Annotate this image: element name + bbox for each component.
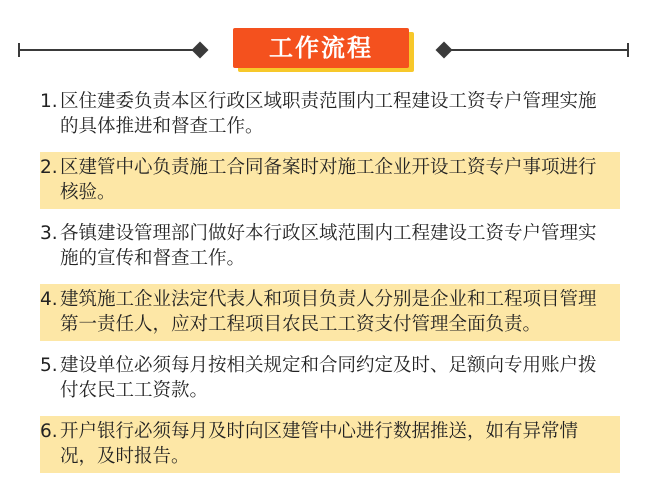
item-text: 各镇建设管理部门做好本行政区域范围内工程建设工资专户管理实施的宣传和督查工作。 — [60, 223, 597, 269]
rule-end-tick-right — [627, 43, 629, 57]
workflow-item-6 — [40, 416, 620, 473]
workflow-list — [40, 86, 620, 482]
workflow-item-5 — [40, 350, 620, 407]
section-title: 工作流程 — [233, 28, 409, 68]
item-text: 建设单位必须每月按相关规定和合同约定及时、足额向专用账户拨付农民工工资款。 — [60, 355, 597, 401]
item-number: 4. — [40, 289, 58, 310]
workflow-item-3 — [40, 218, 620, 275]
item-text: 建筑施工企业法定代表人和项目负责人分别是企业和工程项目管理第一责任人，应对工程项目农民工工资支付管理全面负责。 — [60, 289, 597, 335]
header-rule-left — [20, 49, 195, 51]
workflow-item-2 — [40, 152, 620, 209]
header-rule-right — [448, 49, 628, 51]
workflow-item-4 — [40, 284, 620, 341]
item-number: 6. — [40, 421, 58, 442]
item-number: 1. — [40, 91, 58, 112]
item-number: 5. — [40, 355, 58, 376]
title-badge — [233, 28, 415, 72]
item-text: 区建管中心负责施工合同备案时对施工企业开设工资专户事项进行核验。 — [60, 157, 597, 203]
item-number: 3. — [40, 223, 58, 244]
item-text: 区住建委负责本区行政区域职责范围内工程建设工资专户管理实施的具体推进和督查工作。 — [60, 91, 597, 137]
section-header — [0, 28, 650, 72]
diamond-ornament-left-icon — [192, 42, 209, 59]
item-text: 开户银行必须每月及时向区建管中心进行数据推送，如有异常情况，及时报告。 — [60, 421, 579, 467]
item-number: 2. — [40, 157, 58, 178]
workflow-item-1 — [40, 86, 620, 143]
